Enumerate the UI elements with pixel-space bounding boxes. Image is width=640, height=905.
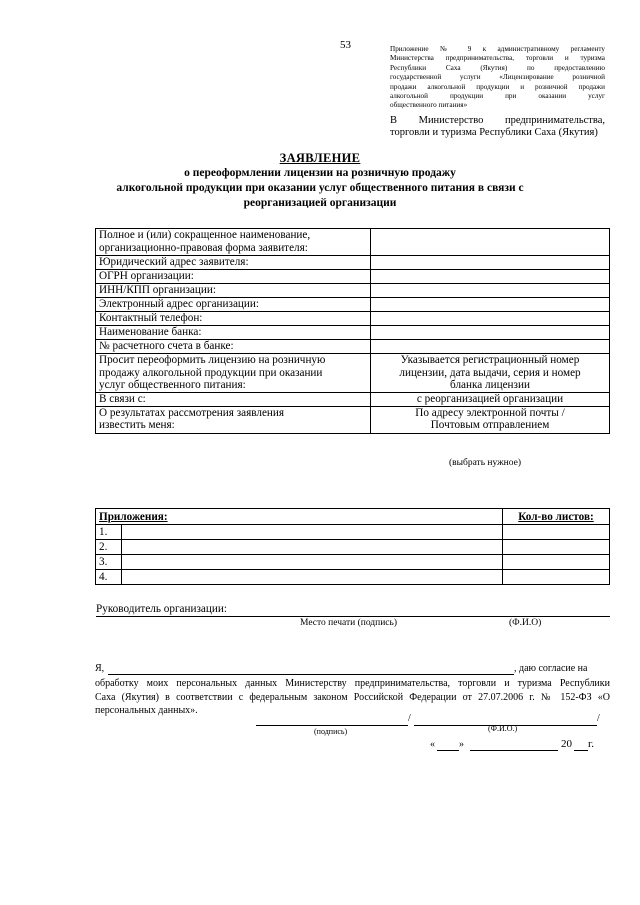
date-open-quote: « (430, 739, 435, 750)
attachment-number: 1. (96, 525, 122, 540)
signature-note: (подпись) (314, 727, 348, 736)
reason-field[interactable]: с реорганизацией организации (371, 392, 610, 406)
attachment-number: 4. (96, 570, 122, 585)
consent-name-prefix: Я, (95, 663, 105, 674)
slash-separator: / (408, 713, 411, 724)
form-row (96, 229, 610, 256)
subtitle-line: алкогольной продукции при оказании услуг общественного питания в связи с (116, 182, 524, 194)
sheet-count-header: Кол-во листов: (503, 509, 610, 525)
consent-line: персональных данных». (95, 705, 198, 716)
attachment-row (96, 570, 610, 585)
attachment-count-field[interactable] (503, 555, 610, 570)
attachment-row (96, 525, 610, 540)
fio-note: (Ф.И.О.) (488, 724, 518, 733)
form-label: Наименование банка: (96, 326, 371, 340)
form-label: Полное и (или) сокращенное наименование, организационно-правовая форма заявителя: (96, 229, 371, 256)
form-value-field[interactable] (371, 298, 610, 312)
date-year-prefix: 20 (561, 738, 572, 750)
attachment-number: 2. (96, 540, 122, 555)
head-of-organization-label: Руководитель организации: (96, 603, 227, 615)
attachment-count-field[interactable] (503, 540, 610, 555)
form-row (96, 298, 610, 312)
attachment-count-field[interactable] (503, 525, 610, 540)
attachment-name-field[interactable] (122, 570, 503, 585)
consent-line: обработку моих персональных данных Министерству предпринимательства, торговли и туризма Республики (95, 678, 610, 689)
attachment-number: 3. (96, 555, 122, 570)
form-row (96, 326, 610, 340)
appendix-line: алкогольной продукции при оказании услуг (390, 92, 605, 101)
date-year-suffix: г. (588, 738, 595, 750)
date-month-field[interactable] (470, 740, 558, 751)
form-row (96, 256, 610, 270)
appendix-line: государственной услуги «Лицензирование розничной (390, 73, 605, 82)
form-value-field[interactable] (371, 256, 610, 270)
form-row (96, 270, 610, 284)
attachment-row (96, 540, 610, 555)
attachment-row (96, 555, 610, 570)
consent-suffix: , даю согласие на (514, 663, 588, 674)
attachments-header-row (96, 509, 610, 525)
appendix-line: продажи алкогольной продукции и розничной продажи (390, 82, 605, 91)
appendix-line: Приложение № 9 к административному регламенту (390, 45, 605, 53)
notification-method-field[interactable]: По адресу электронной почты / Почтовым отправлением (371, 406, 610, 433)
form-value-field[interactable] (371, 270, 610, 284)
form-label: Контактный телефон: (96, 312, 371, 326)
addressee-line: В Министерство предпринимательства, (390, 115, 605, 126)
consent-signature-field[interactable] (256, 714, 408, 726)
consent-line: Саха (Якутия) в соответствии с федеральным законом Российской Федерации от 27.07.2006 г. № 152-ФЗ «О (95, 691, 610, 703)
form-value-field[interactable] (371, 284, 610, 298)
date-day-field[interactable] (437, 740, 459, 751)
consent-text (95, 677, 610, 718)
stamp-note: Место печати (подпись) (300, 618, 398, 628)
attachment-count-field[interactable] (503, 570, 610, 585)
appendix-line: Министерства предпринимательства, торговли и туризма (390, 54, 605, 63)
form-value-field[interactable] (371, 312, 610, 326)
appendix-note (390, 45, 605, 111)
form-row (96, 340, 610, 354)
addressee-line: торговли и туризма Республики Саха (Якутия) (390, 127, 598, 138)
form-label: ОГРН организации: (96, 270, 371, 284)
form-row (96, 312, 610, 326)
head-fio-note: (Ф.И.О) (509, 618, 542, 628)
form-row (96, 354, 610, 393)
attachment-name-field[interactable] (122, 540, 503, 555)
form-row (96, 284, 610, 298)
select-note: (выбрать нужное) (448, 458, 522, 468)
head-signature-line[interactable] (96, 602, 610, 617)
appendix-line: Республики Саха (Якутия) по предоставлению (390, 63, 605, 72)
form-value-field[interactable] (371, 326, 610, 340)
document-title: ЗАЯВЛЕНИЕ (279, 151, 361, 165)
form-row (96, 392, 610, 406)
form-value-field[interactable] (371, 340, 610, 354)
document-subtitle (0, 166, 640, 211)
appendix-line: общественного питания» (390, 101, 468, 110)
consent-name-field[interactable] (108, 663, 514, 675)
date-close-quote: » (459, 739, 464, 750)
form-label: № расчетного счета в банке: (96, 340, 371, 354)
attachments-header: Приложения: (96, 509, 503, 525)
form-row (96, 406, 610, 433)
application-form-table (95, 228, 610, 434)
form-label: Просит переоформить лицензию на розничную продажу алкогольной продукции при оказании услуг общественного питания: (96, 354, 371, 393)
license-details-field[interactable]: Указывается регистрационный номер лицензии, дата выдачи, серия и номер бланка лицензии (371, 354, 610, 393)
form-label: О результатах рассмотрения заявления известить меня: (96, 406, 371, 433)
subtitle-line: о переоформлении лицензии на розничную продажу (184, 167, 456, 179)
page-number: 53 (340, 39, 351, 51)
form-value-field[interactable] (371, 229, 610, 256)
attachment-name-field[interactable] (122, 525, 503, 540)
form-label: Электронный адрес организации: (96, 298, 371, 312)
form-label: В связи с: (96, 392, 371, 406)
attachments-table (95, 508, 610, 585)
form-label: Юридический адрес заявителя: (96, 256, 371, 270)
attachment-name-field[interactable] (122, 555, 503, 570)
addressee (390, 115, 605, 139)
slash-separator: / (597, 713, 600, 724)
date-year-field[interactable] (574, 740, 588, 751)
subtitle-line: реорганизацией организации (243, 197, 397, 209)
form-label: ИНН/КПП организации: (96, 284, 371, 298)
